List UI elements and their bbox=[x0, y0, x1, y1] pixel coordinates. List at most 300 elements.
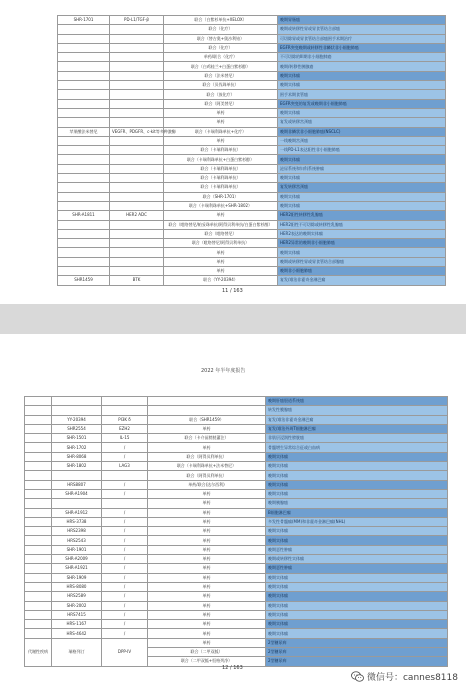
indication-cell: 多发性骨髓瘤(MM)和非霍奇金淋巴瘤(NHL) bbox=[266, 517, 448, 526]
table-row bbox=[25, 443, 448, 452]
regimen-cell bbox=[148, 406, 266, 415]
indication-cell: 晚期恶性肿瘤 bbox=[266, 564, 448, 573]
table-row bbox=[58, 192, 446, 201]
table-row bbox=[58, 127, 446, 136]
target-cell bbox=[110, 146, 164, 155]
drug-cell bbox=[58, 155, 110, 164]
regimen-cell: 单药 bbox=[148, 564, 266, 573]
target-cell bbox=[110, 220, 164, 229]
drug-cell: SHR-1501 bbox=[52, 434, 102, 443]
indication-cell: 晚期实体瘤 bbox=[266, 592, 448, 601]
drug-cell: SHR-A1811 bbox=[58, 211, 110, 220]
table-row bbox=[25, 480, 448, 489]
regimen-cell: 联合（卡介苗膀胱灌注） bbox=[148, 434, 266, 443]
indication-cell: 晚期实体瘤 bbox=[278, 81, 446, 90]
pipeline-table-page-12 bbox=[24, 396, 448, 667]
wechat-icon bbox=[351, 671, 364, 682]
category-cell bbox=[25, 434, 52, 443]
table-row bbox=[58, 118, 446, 127]
category-cell bbox=[25, 452, 52, 461]
page-gap bbox=[0, 304, 466, 334]
indication-cell: 一线PD-L1表达阳性非小细胞肺癌 bbox=[278, 146, 446, 155]
indication-cell: 骨髓增生异常综合征或白血病 bbox=[266, 443, 448, 452]
indication-cell: 晚期实体瘤 bbox=[278, 108, 446, 117]
category-cell bbox=[25, 610, 52, 619]
table-row bbox=[58, 220, 446, 229]
regimen-cell: 联合（卡瑞利珠单抗） bbox=[164, 174, 278, 183]
regimen-cell: 联合（YY-20394） bbox=[164, 276, 278, 285]
drug-cell bbox=[58, 257, 110, 266]
category-cell bbox=[25, 489, 52, 498]
table-row bbox=[25, 499, 448, 508]
table-row bbox=[25, 573, 448, 582]
category-cell bbox=[25, 555, 52, 564]
indication-cell: 晚期实体瘤 bbox=[266, 536, 448, 545]
table-row bbox=[25, 471, 448, 480]
indication-cell: 晚期肝癌胆道系统癌 bbox=[266, 397, 448, 406]
regimen-cell: 单药 bbox=[164, 108, 278, 117]
indication-cell: HER2阳性不可切除或转移性乳腺癌 bbox=[278, 220, 446, 229]
indication-cell: 一线晚期宫颈癌 bbox=[278, 136, 446, 145]
regimen-cell: 联合（贝伐珠单抗） bbox=[164, 81, 278, 90]
table-row bbox=[25, 508, 448, 517]
indication-cell: 泌尿系统和妇科系统肿瘤 bbox=[278, 164, 446, 173]
category-cell bbox=[25, 462, 52, 471]
table-row bbox=[25, 601, 448, 610]
drug-cell bbox=[58, 267, 110, 276]
regimen-cell bbox=[148, 397, 266, 406]
category-cell bbox=[25, 443, 52, 452]
regimen-cell: 单药 bbox=[148, 508, 266, 517]
regimen-cell: 单药 bbox=[148, 573, 266, 582]
drug-cell: HRS-3738 bbox=[52, 517, 102, 526]
target-cell: IL-15 bbox=[102, 434, 148, 443]
table-row bbox=[25, 610, 448, 619]
wechat-watermark bbox=[351, 670, 458, 683]
regimen-cell: 单药 bbox=[148, 582, 266, 591]
target-cell bbox=[110, 229, 164, 238]
target-cell: PD-L1/TGF-β bbox=[110, 16, 164, 25]
drug-cell: HRS8807 bbox=[52, 480, 102, 489]
indication-cell: 晚期实体瘤 bbox=[266, 462, 448, 471]
indication-cell: EGFR突变晚期或转移性非鳞状非小细胞肺癌 bbox=[278, 43, 446, 52]
target-cell bbox=[110, 239, 164, 248]
category-cell bbox=[25, 424, 52, 433]
table-row bbox=[58, 34, 446, 43]
indication-cell: EGFR突变的复发或晚期非小细胞肺癌 bbox=[278, 99, 446, 108]
table-row bbox=[58, 267, 446, 276]
indication-cell: 晚期实体瘤 bbox=[278, 248, 446, 257]
indication-cell: 晚期恶性肿瘤 bbox=[266, 545, 448, 554]
indication-cell: 晚期实体瘤 bbox=[266, 480, 448, 489]
table-row bbox=[58, 108, 446, 117]
category-cell bbox=[25, 499, 52, 508]
drug-cell: HRS2589 bbox=[52, 592, 102, 601]
category-cell bbox=[25, 508, 52, 517]
indication-cell: 晚期胰腺癌 bbox=[266, 499, 448, 508]
table-row bbox=[58, 201, 446, 210]
indication-cell: 晚期或转移性胃或胃食管结合部癌 bbox=[278, 25, 446, 34]
table-row bbox=[58, 183, 446, 192]
regimen-cell: 单药 bbox=[148, 443, 266, 452]
table-row bbox=[25, 620, 448, 629]
regimen-cell: 联合（卡瑞利珠单抗） bbox=[164, 164, 278, 173]
category-cell bbox=[25, 406, 52, 415]
category-cell bbox=[25, 480, 52, 489]
indication-cell: 晚期实体瘤 bbox=[266, 610, 448, 619]
table-row bbox=[25, 536, 448, 545]
regimen-cell: 联合（二甲双胍） bbox=[148, 648, 266, 657]
table-row bbox=[58, 164, 446, 173]
table-row bbox=[58, 239, 446, 248]
table-row bbox=[58, 146, 446, 155]
drug-cell bbox=[58, 90, 110, 99]
indication-cell: 2型糖尿病 bbox=[266, 657, 448, 666]
table-row bbox=[58, 71, 446, 80]
table-row bbox=[58, 174, 446, 183]
drug-cell bbox=[52, 397, 102, 406]
regimen-cell: 单药 bbox=[148, 517, 266, 526]
indication-cell: 晚期实体瘤 bbox=[266, 489, 448, 498]
regimen-cell: 联合（阿美替尼） bbox=[164, 99, 278, 108]
regimen-cell: 单药 bbox=[148, 489, 266, 498]
table-row bbox=[58, 53, 446, 62]
drug-cell: HRS2398 bbox=[52, 527, 102, 536]
table-row bbox=[25, 406, 448, 415]
indication-cell: 复发转移宫颈癌 bbox=[278, 183, 446, 192]
regimen-cell: 联合（白鸡桂兰+白蛋白紫杉醇） bbox=[164, 62, 278, 71]
indication-cell: 非肌层浸润性膀胱癌 bbox=[266, 434, 448, 443]
drug-cell: SHR-A1912 bbox=[52, 508, 102, 517]
drug-cell bbox=[58, 108, 110, 117]
table-row bbox=[25, 629, 448, 638]
regimen-cell: 联合（二甲双胍+恒格列净） bbox=[148, 657, 266, 666]
table-row bbox=[58, 248, 446, 257]
target-cell bbox=[110, 174, 164, 183]
target-cell bbox=[110, 155, 164, 164]
target-cell bbox=[110, 136, 164, 145]
drug-cell: HRS2543 bbox=[52, 536, 102, 545]
target-cell bbox=[110, 99, 164, 108]
indication-cell: 晚期实体瘤 bbox=[266, 452, 448, 461]
target-cell: / bbox=[102, 555, 148, 564]
category-cell bbox=[25, 545, 52, 554]
target-cell bbox=[110, 192, 164, 201]
table-row bbox=[25, 564, 448, 573]
drug-cell: SHR-A2009 bbox=[52, 555, 102, 564]
indication-cell: 复发/难治外周T细胞淋巴瘤 bbox=[266, 424, 448, 433]
drug-cell bbox=[58, 220, 110, 229]
category-cell bbox=[25, 601, 52, 610]
table-row bbox=[25, 517, 448, 526]
regimen-cell: 单药 bbox=[164, 257, 278, 266]
category-cell bbox=[25, 415, 52, 424]
regimen-cell: 单药/联合（化疗） bbox=[164, 53, 278, 62]
drug-cell: SHR-A1904 bbox=[52, 489, 102, 498]
category-cell bbox=[25, 573, 52, 582]
regimen-cell: 单药 bbox=[148, 424, 266, 433]
regimen-cell: 单药 bbox=[148, 527, 266, 536]
category-cell bbox=[25, 517, 52, 526]
indication-cell: HER2表达的晚期实体瘤 bbox=[278, 229, 446, 238]
table-row bbox=[58, 81, 446, 90]
regimen-cell: 联合（卡瑞利珠单抗+法米替尼） bbox=[148, 462, 266, 471]
target-cell: / bbox=[102, 480, 148, 489]
regimen-cell: 单药 bbox=[148, 499, 266, 508]
table-row bbox=[58, 99, 446, 108]
target-cell bbox=[110, 71, 164, 80]
regimen-cell: 联合（SHR-1701） bbox=[164, 192, 278, 201]
drug-cell bbox=[58, 71, 110, 80]
indication-cell: 复发或转移宫颈癌 bbox=[278, 118, 446, 127]
category-cell bbox=[25, 397, 52, 406]
target-cell: / bbox=[102, 601, 148, 610]
target-cell: / bbox=[102, 545, 148, 554]
indication-cell: 复发/难治非霍奇金淋巴瘤 bbox=[278, 276, 446, 285]
table-row bbox=[58, 257, 446, 266]
pipeline-table-page-11 bbox=[57, 15, 446, 286]
target-cell bbox=[110, 248, 164, 257]
category-cell bbox=[25, 592, 52, 601]
indication-cell: 晚期或转移性实体瘤 bbox=[266, 555, 448, 564]
target-cell bbox=[102, 406, 148, 415]
drug-cell bbox=[52, 471, 102, 480]
regimen-cell: 单药 bbox=[148, 592, 266, 601]
regimen-cell: 单药 bbox=[148, 601, 266, 610]
target-cell bbox=[110, 90, 164, 99]
target-cell: / bbox=[102, 527, 148, 536]
indication-cell: 2型糖尿病 bbox=[266, 638, 448, 647]
regimen-cell: 联合（卡瑞利珠单抗+白蛋白紫杉醇） bbox=[164, 155, 278, 164]
regimen-cell: 单药 bbox=[164, 267, 278, 276]
target-cell: PI3K δ bbox=[102, 415, 148, 424]
category-cell bbox=[25, 620, 52, 629]
regimen-cell: 单药 bbox=[148, 545, 266, 554]
table-row bbox=[25, 638, 448, 647]
indication-cell: 晚期实体瘤 bbox=[266, 471, 448, 480]
page-number: 11 / 163 bbox=[222, 288, 243, 294]
drug-cell: SHR-1701 bbox=[58, 16, 110, 25]
drug-cell: SHR-8068 bbox=[52, 452, 102, 461]
indication-cell: 围手术期食管癌 bbox=[278, 90, 446, 99]
indication-cell: 晚期实体瘤 bbox=[266, 573, 448, 582]
table-row bbox=[58, 25, 446, 34]
table-row bbox=[25, 434, 448, 443]
indication-cell: 不可切除的III期非小细胞肺癌 bbox=[278, 53, 446, 62]
indication-cell: 晚期实体瘤 bbox=[266, 601, 448, 610]
target-cell bbox=[110, 34, 164, 43]
indication-cell: 复发/难治非霍奇金淋巴瘤 bbox=[266, 415, 448, 424]
table-row bbox=[25, 582, 448, 591]
regimen-cell: 联合（阿得贝利单抗） bbox=[148, 471, 266, 480]
regimen-cell: 联合（卡瑞利珠单抗+化疗） bbox=[164, 127, 278, 136]
regimen-cell: 单药 bbox=[148, 629, 266, 638]
target-cell: / bbox=[102, 508, 148, 517]
drug-cell bbox=[58, 192, 110, 201]
drug-cell: SHR-1909 bbox=[52, 573, 102, 582]
regimen-cell: 联合（卡瑞利珠单抗+SHR-1802） bbox=[164, 201, 278, 210]
table-row bbox=[58, 62, 446, 71]
target-cell: / bbox=[102, 629, 148, 638]
drug-cell bbox=[58, 174, 110, 183]
drug-cell bbox=[58, 201, 110, 210]
drug-cell bbox=[58, 81, 110, 90]
table-row bbox=[25, 592, 448, 601]
indication-cell: 晚期或转移性胃或胃食管结合部腺癌 bbox=[278, 257, 446, 266]
indication-cell: 晚期实体瘤 bbox=[278, 192, 446, 201]
drug-cell bbox=[58, 53, 110, 62]
indication-cell: 晚期实体瘤 bbox=[266, 582, 448, 591]
table-row bbox=[58, 155, 446, 164]
target-cell: VEGFR、PDGFR、c-kit等多种激酶 bbox=[110, 127, 164, 136]
table-row bbox=[25, 397, 448, 406]
target-cell: LAG3 bbox=[102, 462, 148, 471]
target-cell bbox=[110, 118, 164, 127]
target-cell: HER2 ADC bbox=[110, 211, 164, 220]
drug-cell bbox=[58, 25, 110, 34]
table-row bbox=[58, 211, 446, 220]
drug-cell: SHR1459 bbox=[58, 276, 110, 285]
regimen-cell: 联合（卡瑞利珠单抗） bbox=[164, 146, 278, 155]
table-row bbox=[25, 527, 448, 536]
regimen-cell: 单药/联合(达尔西利) bbox=[148, 480, 266, 489]
target-cell: BTK bbox=[110, 276, 164, 285]
category-cell bbox=[25, 536, 52, 545]
regimen-cell: 联合（阿得贝利单抗） bbox=[148, 452, 266, 461]
regimen-cell: 联合（替吉奥+奥沙利铂） bbox=[164, 34, 278, 43]
drug-cell bbox=[58, 229, 110, 238]
regimen-cell: 单药 bbox=[164, 118, 278, 127]
category-cell bbox=[25, 471, 52, 480]
drug-cell bbox=[58, 62, 110, 71]
indication-cell: 晚期/转移性胰腺癌 bbox=[278, 62, 446, 71]
regimen-cell: 单药 bbox=[148, 638, 266, 647]
drug-cell: SHR-2002 bbox=[52, 601, 102, 610]
target-cell: / bbox=[102, 582, 148, 591]
indication-cell: HER2异常的晚期非小细胞肺癌 bbox=[278, 239, 446, 248]
drug-cell: SHR2554 bbox=[52, 424, 102, 433]
target-cell bbox=[110, 62, 164, 71]
drug-cell: HRS7415 bbox=[52, 610, 102, 619]
target-cell bbox=[110, 108, 164, 117]
table-row bbox=[58, 90, 446, 99]
regimen-cell: 单药 bbox=[148, 610, 266, 619]
target-cell: EZH2 bbox=[102, 424, 148, 433]
indication-cell: B细胞淋巴瘤 bbox=[266, 508, 448, 517]
target-cell: / bbox=[102, 489, 148, 498]
drug-cell bbox=[58, 248, 110, 257]
page-number: 12 / 163 bbox=[222, 665, 243, 671]
target-cell: / bbox=[102, 452, 148, 461]
regimen-cell: 单药 bbox=[164, 211, 278, 220]
regimen-cell: 联合（法米替尼） bbox=[164, 71, 278, 80]
drug-cell bbox=[52, 406, 102, 415]
regimen-cell: 单药 bbox=[148, 555, 266, 564]
target-cell bbox=[102, 499, 148, 508]
drug-cell bbox=[58, 146, 110, 155]
table-row bbox=[25, 424, 448, 433]
drug-cell: YY-20394 bbox=[52, 415, 102, 424]
regimen-cell: 单药 bbox=[164, 136, 278, 145]
drug-cell bbox=[58, 43, 110, 52]
regimen-cell: 联合（卡瑞利珠单抗） bbox=[164, 183, 278, 192]
target-cell: DPP-IV bbox=[102, 638, 148, 666]
indication-cell: 转发性膜腺癌 bbox=[266, 406, 448, 415]
target-cell bbox=[102, 397, 148, 406]
watermark-text: 微信号：cannes8118 bbox=[366, 673, 458, 683]
drug-cell bbox=[58, 136, 110, 145]
indication-cell: 晚期实体瘤 bbox=[266, 527, 448, 536]
category-cell bbox=[25, 527, 52, 536]
indication-cell: 可切除胃或胃食管结合部癌围手术期治疗 bbox=[278, 34, 446, 43]
category-cell: 代谢性疾病 bbox=[25, 638, 52, 666]
table-row bbox=[58, 276, 446, 285]
target-cell: / bbox=[102, 443, 148, 452]
drug-cell bbox=[58, 118, 110, 127]
table-row bbox=[58, 43, 446, 52]
indication-cell: 晚期实体瘤 bbox=[278, 201, 446, 210]
target-cell: / bbox=[102, 564, 148, 573]
regimen-cell: 联合（吡咯替尼） bbox=[164, 229, 278, 238]
table-row bbox=[58, 229, 446, 238]
regimen-cell: 单药 bbox=[164, 248, 278, 257]
table-row bbox=[58, 16, 446, 25]
target-cell bbox=[110, 81, 164, 90]
category-cell bbox=[25, 629, 52, 638]
regimen-cell: 单药 bbox=[148, 620, 266, 629]
regimen-cell: 联合（放化疗） bbox=[164, 90, 278, 99]
regimen-cell: 联合（白紫杉单抗+XELOX） bbox=[164, 16, 278, 25]
target-cell bbox=[110, 25, 164, 34]
table-row bbox=[25, 489, 448, 498]
table-row bbox=[25, 555, 448, 564]
indication-cell: 晚期胃肠癌 bbox=[278, 16, 446, 25]
drug-cell: SHR-1802 bbox=[52, 462, 102, 471]
target-cell bbox=[110, 267, 164, 276]
indication-cell: 晚期实体瘤 bbox=[278, 71, 446, 80]
drug-cell: 苹果酸法米替尼 bbox=[58, 127, 110, 136]
category-cell bbox=[25, 582, 52, 591]
indication-cell: 晚期实体瘤 bbox=[278, 155, 446, 164]
drug-cell: SHR-A1921 bbox=[52, 564, 102, 573]
target-cell bbox=[102, 471, 148, 480]
indication-cell: 晚期实体瘤 bbox=[266, 620, 448, 629]
target-cell bbox=[110, 183, 164, 192]
regimen-cell: 联合（化疗） bbox=[164, 25, 278, 34]
target-cell: / bbox=[102, 573, 148, 582]
drug-cell: SHR-1901 bbox=[52, 545, 102, 554]
target-cell bbox=[110, 257, 164, 266]
drug-cell: SHR-1702 bbox=[52, 443, 102, 452]
target-cell bbox=[110, 43, 164, 52]
drug-cell bbox=[58, 99, 110, 108]
target-cell: / bbox=[102, 517, 148, 526]
running-header: 2022 年半年度报告 bbox=[201, 368, 246, 374]
regimen-cell: 单药 bbox=[148, 536, 266, 545]
table-row bbox=[58, 136, 446, 145]
drug-cell: HRS-1167 bbox=[52, 620, 102, 629]
table-row bbox=[25, 462, 448, 471]
drug-cell bbox=[58, 164, 110, 173]
regimen-cell: 联合（吡咯替尼/帕妥珠单抗/阿得贝利单抗/白蛋白紫杉醇） bbox=[164, 220, 278, 229]
indication-cell: HER2阳性转移性乳腺癌 bbox=[278, 211, 446, 220]
drug-cell bbox=[58, 183, 110, 192]
indication-cell: 2型糖尿病 bbox=[266, 648, 448, 657]
table-row bbox=[25, 415, 448, 424]
drug-cell: 瑞格列汀 bbox=[52, 638, 102, 666]
drug-cell: HRS-4642 bbox=[52, 629, 102, 638]
indication-cell: 晚期非小细胞肺癌 bbox=[278, 267, 446, 276]
